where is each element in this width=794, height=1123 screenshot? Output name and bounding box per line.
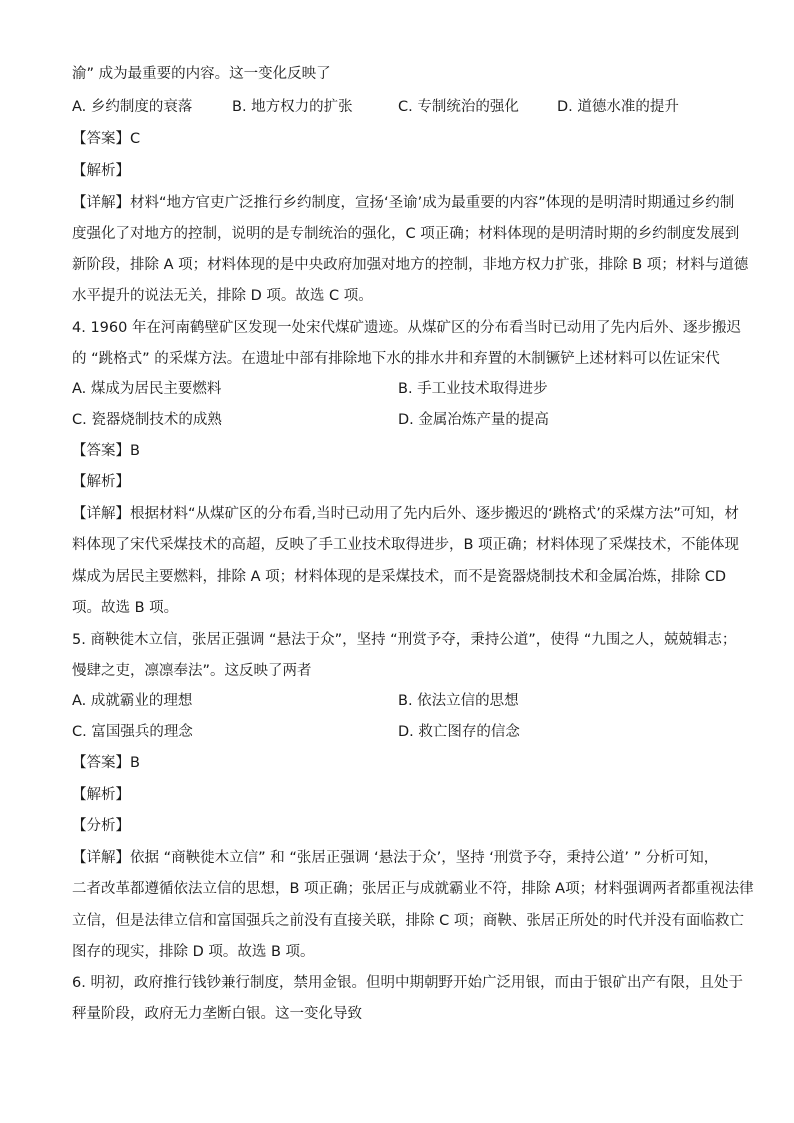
option-c: C. 专制统治的强化 — [398, 99, 519, 115]
answer-label: 【答案】B — [72, 755, 140, 771]
option-a: A. 煤成为居民主要燃料 — [72, 381, 222, 397]
text-line: 水平提升的说法无关，排除 D 项。故选 C 项。 — [72, 288, 373, 304]
question-text: 5. 商鞅徙木立信，张居正强调 “悬法于众”，坚持 “刑赏予夺，秉持公道”，使得 “九围之人，兢兢辑志； — [72, 632, 737, 648]
text-line: 立信，但是法律立信和富国强兵之前没有直接关联，排除 C 项；商鞅、张居正所处的时代并没有面临救亡 — [72, 913, 744, 929]
question-text: 的 “跳格式” 的采煤方法。在遗址中部有排除地下水的排水井和弃置的木制镢铲上述材料可以佐证宋代 — [72, 351, 720, 367]
answer-label: 【答案】B — [72, 443, 140, 459]
text-line: 料体现了宋代采煤技术的高超，反映了手工业技术取得进步，B 项正确；材料体现了采煤技术，不能体现 — [72, 537, 740, 553]
option-c: C. 瓷器烧制技术的成熟 — [72, 412, 222, 428]
option-b: B. 依法立信的思想 — [398, 693, 519, 709]
question-text: 秤量阶段，政府无力垄断白银。这一变化导致 — [72, 1006, 362, 1022]
text-line: 渝” 成为最重要的内容。这一变化反映了 — [72, 66, 331, 82]
text-line: 【详解】材料“地方官吏广泛推行乡约制度，宣扬‘圣谕’成为最重要的内容”体现的是明清时期通过乡约制 — [72, 195, 735, 211]
text-line: 二者改革都遵循依法立信的思想，B 项正确；张居正与成就霸业不符，排除 A项；材料强调两者都重视法律 — [72, 881, 754, 897]
question-text: 慢肆之吏，凛凛奉法”。这反映了两者 — [72, 663, 312, 679]
answer-label: 【答案】C — [72, 131, 141, 147]
text-line: 【详解】依据 “商鞅徙木立信” 和 “张居正强调 ‘悬法于众’，坚持 ‘刑赏予夺，秉持公道’ ” 分析可知， — [72, 850, 719, 866]
text-line: 煤成为居民主要燃料，排除 A 项；材料体现的是采煤技术，而不是瓷器烧制技术和金属冶炼，排除 CD — [72, 569, 727, 585]
option-d: D. 道德水准的提升 — [557, 99, 679, 115]
question-text: 6. 明初，政府推行钱钞兼行制度，禁用金银。但明中期朝野开始广泛用银，而由于银矿出产有限，且处于 — [72, 975, 743, 991]
analysis-sub-label: 【分析】 — [72, 818, 130, 834]
text-line: 新阶段，排除 A 项；材料体现的是中央政府加强对地方的控制，非地方权力扩张，排除 B 项；材料与道德 — [72, 257, 749, 273]
option-a: A. 成就霸业的理想 — [72, 693, 193, 709]
option-c: C. 富国强兵的理念 — [72, 724, 193, 740]
option-d: D. 救亡图存的信念 — [398, 724, 520, 740]
option-b: B. 地方权力的扩张 — [232, 99, 353, 115]
option-a: A. 乡约制度的衰落 — [72, 99, 193, 115]
analysis-label: 【解析】 — [72, 474, 130, 490]
analysis-label: 【解析】 — [72, 787, 130, 803]
option-b: B. 手工业技术取得进步 — [398, 381, 548, 397]
text-line: 度强化了对地方的控制，说明的是专制统治的强化，C 项正确；材料体现的是明清时期的乡约制度发展到 — [72, 226, 740, 242]
text-line: 【详解】根据材料“从煤矿区的分布看,当时已动用了先内后外、逐步搬迟的‘跳格式’的采煤方法”可知，材 — [72, 506, 739, 522]
question-text: 4. 1960 年在河南鹤壁矿区发现一处宋代煤矿遗迹。从煤矿区的分布看当时已动用了先内后外、逐步搬迟 — [72, 320, 741, 336]
analysis-label: 【解析】 — [72, 163, 130, 179]
text-line: 图存的现实，排除 D 项。故选 B 项。 — [72, 944, 315, 960]
text-line: 项。故选 B 项。 — [72, 600, 179, 616]
option-d: D. 金属冶炼产量的提高 — [398, 412, 549, 428]
